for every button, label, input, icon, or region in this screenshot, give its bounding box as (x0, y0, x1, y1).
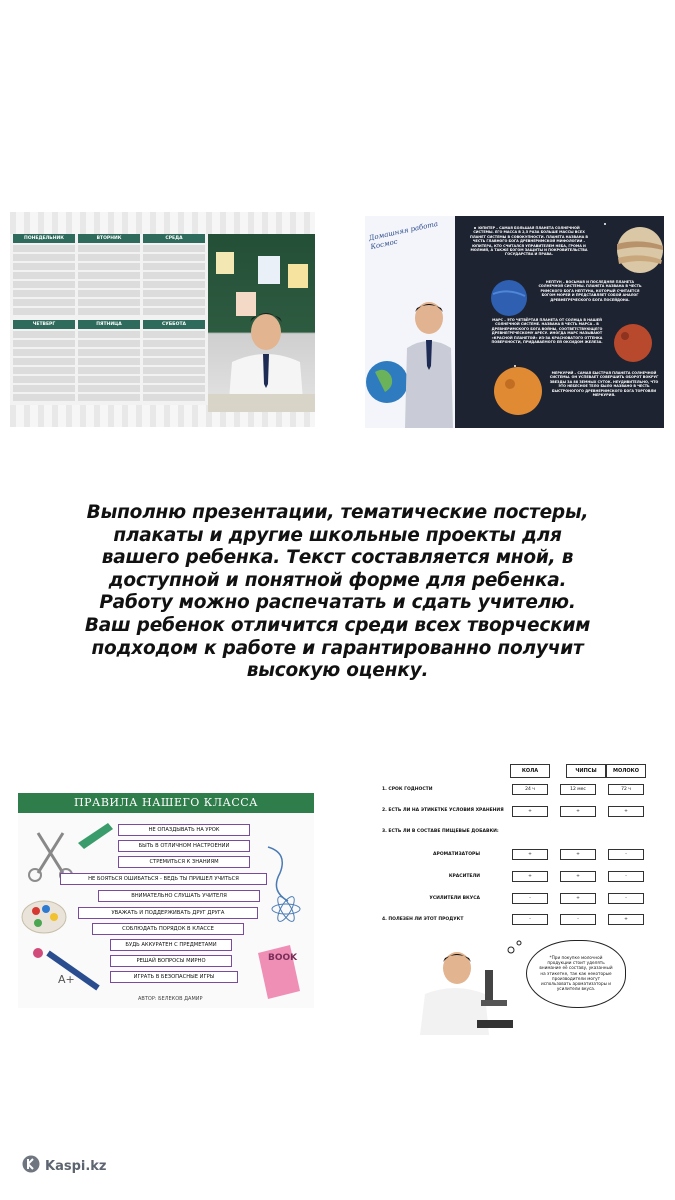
planets-heading: Домашняя работа Космос (368, 219, 439, 252)
class-rules-card (18, 793, 314, 1008)
rule-item: УВАЖАТЬ И ПОДДЕРЖИВАТЬ ДРУГ ДРУГА (78, 907, 258, 919)
rule-item: ИГРАТЬ В БЕЗОПАСНЫЕ ИГРЫ (110, 971, 238, 983)
question-label: 4. ПОЛЕЗЕН ЛИ ЭТОТ ПРОДУКТ (382, 917, 464, 922)
neptune-icon (491, 280, 527, 316)
question-label: 2. ЕСТЬ ЛИ НА ЭТИКЕТКЕ УСЛОВИЯ ХРАНЕНИЯ (382, 808, 504, 813)
rule-item: ВНИМАТЕЛЬНО СЛУШАТЬ УЧИТЕЛЯ (98, 890, 260, 902)
schedule-rows (13, 245, 75, 317)
jupiter-text: ЮПИТЕР – САМАЯ БОЛЬШАЯ ПЛАНЕТА СОЛНЕЧНОЙ СИСТЕМЫ. ЕГО МАССА В 2,5 РАЗА БОЛЬШЕ МАССЫ ВСЕХ ПЛАНЕТ СИСТЕМЫ В СОВОКУПНОСТИ. ПЛАНЕТА НАЗВАНА В ЧЕСТЬ ГЛАВНОГО БОГА ДРЕВНЕРИМСКОЙ МИФОЛОГИИ – ЮПИТЕРА, КТО СЧИТАЛСЯ УПРАВИТЕЛЕМ НЕБА, ГРОМА И МОЛНИЙ, А ТАКЖЕ БОГОМ ЗАЩИТЫ И ПОКРОВИТЕЛЬСТВА ГОСУДАРСТВА И ПРАВА. (470, 226, 588, 257)
question-label: 3. ЕСТЬ ЛИ В СОСТАВЕ ПИЩЕВЫЕ ДОБАВКИ: (382, 829, 499, 834)
schedule-rows (143, 245, 205, 317)
rules-title: ПРАВИЛА НАШЕГО КЛАССА (18, 793, 314, 813)
table-cell: - (608, 893, 644, 904)
subquestion-label: АРОМАТИЗАТОРЫ (433, 852, 480, 857)
rule-item: НЕ ОПАЗДЫВАТЬ НА УРОК (118, 824, 250, 836)
mars-text: МАРС – ЭТО ЧЕТВЁРТАЯ ПЛАНЕТА ОТ СОЛНЦА В НАШЕЙ СОЛНЕЧНОЙ СИСТЕМЕ. НАЗВАНА В ЧЕСТЬ МАРСА – В ДРЕВНЕРИМСКОГО БОГА ВОЙНЫ, СООТВЕТСТВУЮЩЕГО ДРЕВНЕГРЕЧЕСКОМУ АРЕСУ. ИНОГДА МАРС НАЗЫВАЮТ «КРАСНОЙ ПЛАНЕТОЙ» ИЗ-ЗА КРАСНОВАТОГО ОТТЕНКА ПОВЕРХНОСТИ, ПРИДАВАЕМОГО ЕЙ ОКСИДОМ ЖЕЛЕЗА. (491, 318, 603, 345)
table-cell: + (560, 893, 596, 904)
day-header: ЧЕТВЕРГ (13, 320, 75, 329)
day-header: ПОНЕДЕЛЬНИК (13, 234, 75, 243)
planets-panel (455, 216, 664, 428)
kaspi-watermark (22, 1155, 107, 1177)
grade-label: A+ (58, 973, 75, 986)
day-header: ПЯТНИЦА (78, 320, 140, 329)
mars-icon (614, 324, 652, 362)
rule-item: РЕШАЙ ВОПРОСЫ МИРНО (110, 955, 232, 967)
table-cell: + (512, 871, 548, 882)
book-label: BOOK (268, 953, 298, 963)
question-label: 1. СРОК ГОДНОСТИ (382, 787, 433, 792)
rules-author: АВТОР: БЕЛЕКОВ ДАМИР (138, 996, 203, 1002)
day-header: СРЕДА (143, 234, 205, 243)
table-cell: + (560, 871, 596, 882)
mercury-icon (494, 367, 542, 415)
planets-card (365, 216, 664, 428)
description-text: Выполню презентации, тематические постеры, плакаты и другие школьные проекты для вашего ребенка. Текст составляется мной, в доступной и понятной форме для ребенка. Работу можно распечатать и сдать учителю. Ваш ребенок отличится среди всех творческим подходом к работе и гарантированно получит высокую оценку. (84, 502, 591, 682)
schedule-rows (13, 331, 75, 403)
rule-item: СТРЕМИТЬСЯ К ЗНАНИЯМ (118, 856, 250, 868)
thought-bubble: *При покупке молочной продукции стоит уделять внимание её составу, указанный на этикетке, так как некоторые производители могут использовать ароматизаторы и усилители вкуса. (526, 940, 626, 1008)
neptune-text: НЕПТУН – ВОСЬМАЯ И ПОСЛЕДНЯЯ ПЛАНЕТА СОЛНЕЧНОЙ СИСТЕМЫ. ПЛАНЕТА НАЗВАНА В ЧЕСТЬ РИМСКОГО БОГА НЕПТУНА, КОТОРЫЙ СЧИТАЕТСЯ БОГОМ МОРЕЙ И ПРЕДСТАВЛЯЕТ СОБОЙ АНАЛОГ ДРЕВНЕГРЕЧЕСКОГО БОГА ПОСЕЙДОНА. (538, 280, 642, 302)
rule-item: НЕ БОЯТЬСЯ ОШИБАТЬСЯ - ВЕДЬ ТЫ ПРИШЕЛ УЧИТЬСЯ (60, 873, 267, 885)
table-cell: + (512, 849, 548, 860)
schedule-card (10, 212, 315, 427)
rule-item: БУДЬ АККУРАТЕН С ПРЕДМЕТАМИ (110, 939, 232, 951)
column-header: КОЛА (510, 764, 550, 778)
table-cell: - (512, 893, 548, 904)
subquestion-label: УСИЛИТЕЛИ ВКУСА (429, 896, 480, 901)
subquestion-label: КРАСИТЕЛИ (448, 874, 480, 879)
table-cell: + (512, 806, 548, 817)
schedule-rows (143, 331, 205, 403)
rule-item: БЫТЬ В ОТЛИЧНОМ НАСТРОЕНИИ (118, 840, 250, 852)
column-header: МОЛОКО (606, 764, 646, 778)
table-cell: 12 мес (560, 784, 596, 795)
mercury-text: МЕРКУРИЙ – САМАЯ БЫСТРАЯ ПЛАНЕТА СОЛНЕЧНОЙ СИСТЕМЫ. ОН УСПЕВАЕТ СОВЕРШИТЬ ОБОРОТ ВОКРУГ ЗВЕЗДЫ ЗА 88 ЗЕМНЫХ СУТОК. НЕУДИВИТЕЛЬНО, ЧТО ЭТО НЕБЕСНОЕ ТЕЛО БЫЛО НАЗВАНО В ЧЕСТЬ БЫСТРОНОГОГО ДРЕВНЕРИМСКОГО БОГА ТОРГОВЛИ МЕРКУРИЯ. (549, 371, 659, 398)
schedule-rows (78, 245, 140, 317)
doodle-border (10, 212, 315, 234)
table-cell: + (608, 806, 644, 817)
rule-item: СОБЛЮДАТЬ ПОРЯДОК В КЛАССЕ (92, 923, 244, 935)
food-comparison-card (370, 760, 670, 1040)
table-cell: 72 ч (608, 784, 644, 795)
table-cell: 24 ч (512, 784, 548, 795)
day-header: ВТОРНИК (78, 234, 140, 243)
table-cell: - (608, 849, 644, 860)
schedule-rows (78, 331, 140, 403)
table-cell: - (512, 914, 548, 925)
jupiter-icon (617, 227, 663, 273)
boy-with-microscope-illustration (415, 940, 525, 1035)
day-header: СУББОТА (143, 320, 205, 329)
table-cell: + (560, 806, 596, 817)
table-cell: + (560, 849, 596, 860)
kaspi-logo-icon (22, 1155, 40, 1177)
kaspi-brand-text: Kaspi.kz (45, 1158, 107, 1174)
table-cell: + (608, 914, 644, 925)
column-header: ЧИПСЫ (566, 764, 606, 778)
table-cell: - (608, 871, 644, 882)
boy-at-desk-photo (208, 234, 315, 412)
table-cell: - (560, 914, 596, 925)
